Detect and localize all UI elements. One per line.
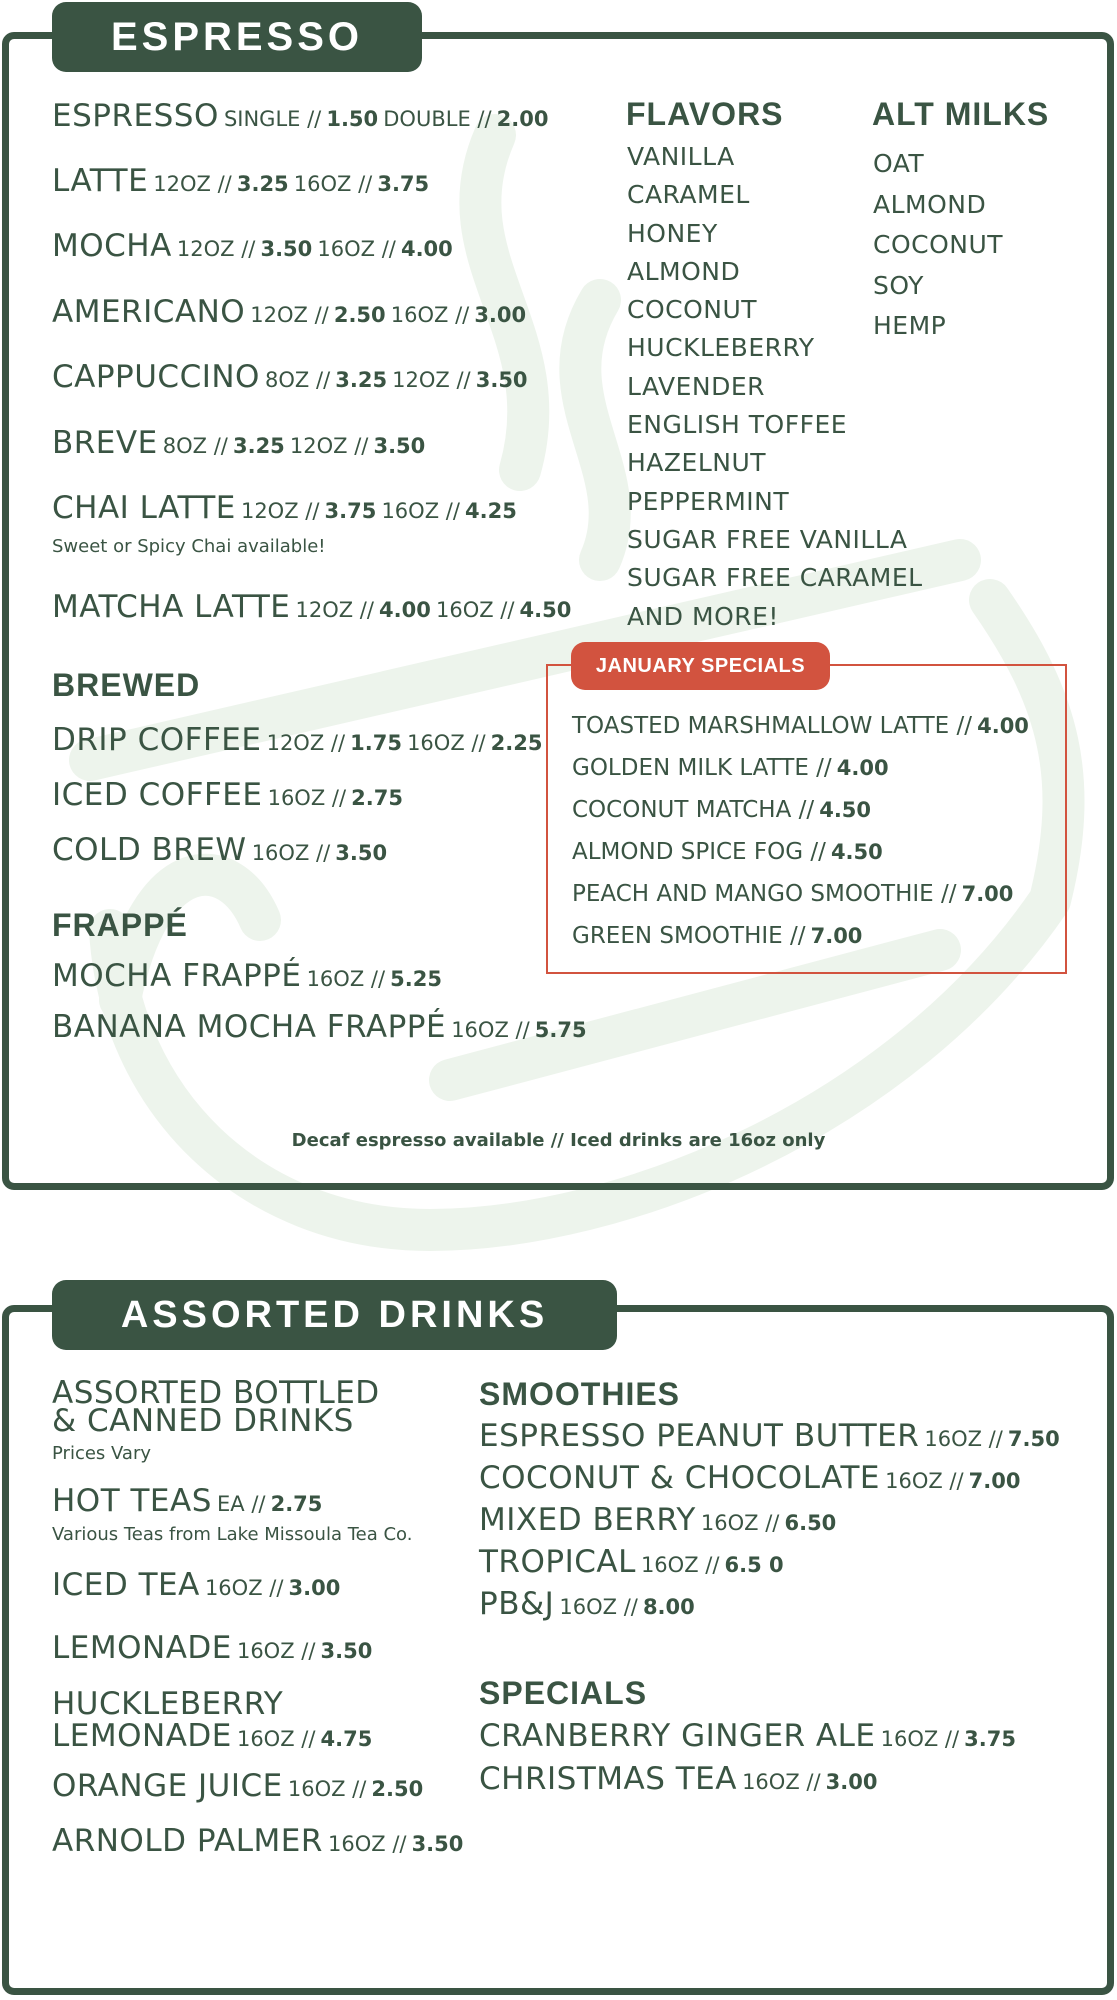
menu-item-breve: BREVE 8OZ // 3.25 12OZ // 3.50 — [52, 425, 426, 461]
menu-item-iced-coffee: ICED COFFEE 16OZ // 2.75 — [52, 777, 403, 813]
list-item: OAT — [873, 149, 925, 178]
menu-item-americano: AMERICANO 12OZ // 2.50 16OZ // 3.00 — [52, 294, 527, 330]
espresso-footnote: Decaf espresso available // Iced drinks are 16oz only — [291, 1130, 826, 1151]
special-item: PEACH AND MANGO SMOOTHIE // 7.00 — [572, 881, 1014, 907]
list-item: LAVENDER — [627, 371, 766, 401]
special-item: TOASTED MARSHMALLOW LATTE // 4.00 — [572, 713, 1029, 739]
list-item: PEPPERMINT — [627, 486, 790, 516]
alt-milks-heading: ALT MILKS — [872, 96, 1050, 132]
list-item: HEMP — [873, 311, 947, 340]
special-item: GOLDEN MILK LATTE // 4.00 — [572, 755, 889, 781]
specials-heading: SPECIALS — [479, 1675, 648, 1711]
bottled-note: Prices Vary — [52, 1443, 152, 1464]
menu-item-latte: LATTE 12OZ // 3.25 16OZ // 3.75 — [52, 163, 430, 199]
menu-item-special: CHRISTMAS TEA 16OZ // 3.00 — [479, 1761, 878, 1797]
menu-item-mocha: MOCHA 12OZ // 3.50 16OZ // 4.00 — [52, 228, 453, 264]
menu-item-smoothie: PB&J 16OZ // 8.00 — [479, 1586, 695, 1622]
special-item: GREEN SMOOTHIE // 7.00 — [572, 923, 863, 949]
menu-item-hot-teas: HOT TEAS EA // 2.75 — [52, 1483, 323, 1519]
frappe-heading: FRAPPÉ — [52, 907, 188, 943]
list-item: SUGAR FREE VANILLA — [627, 524, 908, 554]
menu-item-mocha-frappe: MOCHA FRAPPÉ 16OZ // 5.25 — [52, 958, 442, 994]
list-item: ENGLISH TOFFEE — [627, 410, 848, 440]
special-item: COCONUT MATCHA // 4.50 — [572, 797, 872, 823]
menu-item-lemonade: LEMONADE 16OZ // 3.50 — [52, 1630, 373, 1666]
menu-item-drip-coffee: DRIP COFFEE 12OZ // 1.75 16OZ // 2.25 — [52, 722, 543, 758]
menu-item-smoothie: TROPICAL 16OZ // 6.5 0 — [479, 1544, 784, 1580]
menu-item-espresso: ESPRESSO SINGLE // 1.50 DOUBLE // 2.00 — [52, 98, 549, 134]
menu-item-smoothie: COCONUT & CHOCOLATE 16OZ // 7.00 — [479, 1460, 1021, 1496]
menu-item-iced-tea: ICED TEA 16OZ // 3.00 — [52, 1567, 341, 1603]
menu-item-matcha-latte: MATCHA LATTE 12OZ // 4.00 16OZ // 4.50 — [52, 589, 572, 625]
menu-item-cold-brew: COLD BREW 16OZ // 3.50 — [52, 832, 388, 868]
brewed-heading: BREWED — [52, 667, 201, 703]
menu-item-special: CRANBERRY GINGER ALE 16OZ // 3.75 — [479, 1718, 1016, 1754]
alt-milks-list — [873, 144, 1003, 347]
menu-item-chai-latte: CHAI LATTE 12OZ // 3.75 16OZ // 4.25 — [52, 490, 517, 526]
menu-item-smoothie: ESPRESSO PEANUT BUTTER 16OZ // 7.50 — [479, 1418, 1060, 1454]
espresso-tab: ESPRESSO — [52, 2, 422, 72]
list-item: ALMOND — [873, 189, 987, 219]
list-item: AND MORE! — [627, 601, 779, 631]
special-item: ALMOND SPICE FOG // 4.50 — [572, 839, 883, 865]
smoothies-heading: SMOOTHIES — [479, 1376, 681, 1412]
list-item: COCONUT — [873, 230, 1004, 259]
list-item: SUGAR FREE CARAMEL — [627, 563, 923, 593]
menu-item-arnold-palmer: ARNOLD PALMER 16OZ // 3.50 — [52, 1823, 464, 1859]
chai-note: Sweet or Spicy Chai available! — [52, 536, 326, 557]
list-item: ALMOND — [627, 256, 741, 286]
list-item: HUCKLEBERRY — [627, 333, 815, 363]
list-item: VANILLA — [627, 142, 735, 171]
list-item: HONEY — [627, 218, 718, 248]
list-item: HAZELNUT — [627, 448, 767, 478]
menu-item-orange-juice: ORANGE JUICE 16OZ // 2.50 — [52, 1768, 424, 1804]
assorted-drinks-tab: ASSORTED DRINKS — [52, 1280, 617, 1350]
menu-item-smoothie: MIXED BERRY 16OZ // 6.50 — [479, 1502, 837, 1538]
list-item: COCONUT — [627, 295, 758, 325]
menu-item-huckleberry-lemonade: HUCKLEBERRY LEMONADE 16OZ // 4.75 — [52, 1686, 373, 1754]
list-item: CARAMEL — [627, 180, 750, 210]
menu-item-bottled-drinks: ASSORTED BOTTLED & CANNED DRINKS — [52, 1375, 380, 1439]
list-item: SOY — [873, 270, 924, 300]
menu-item-cappuccino: CAPPUCCINO 8OZ // 3.25 12OZ // 3.50 — [52, 359, 528, 395]
menu-item-banana-mocha-frappe: BANANA MOCHA FRAPPÉ 16OZ // 5.75 — [52, 1009, 587, 1045]
flavors-heading: FLAVORS — [626, 96, 784, 132]
january-specials-tab: JANUARY SPECIALS — [571, 642, 830, 690]
hot-teas-note: Various Teas from Lake Missoula Tea Co. — [52, 1524, 413, 1545]
